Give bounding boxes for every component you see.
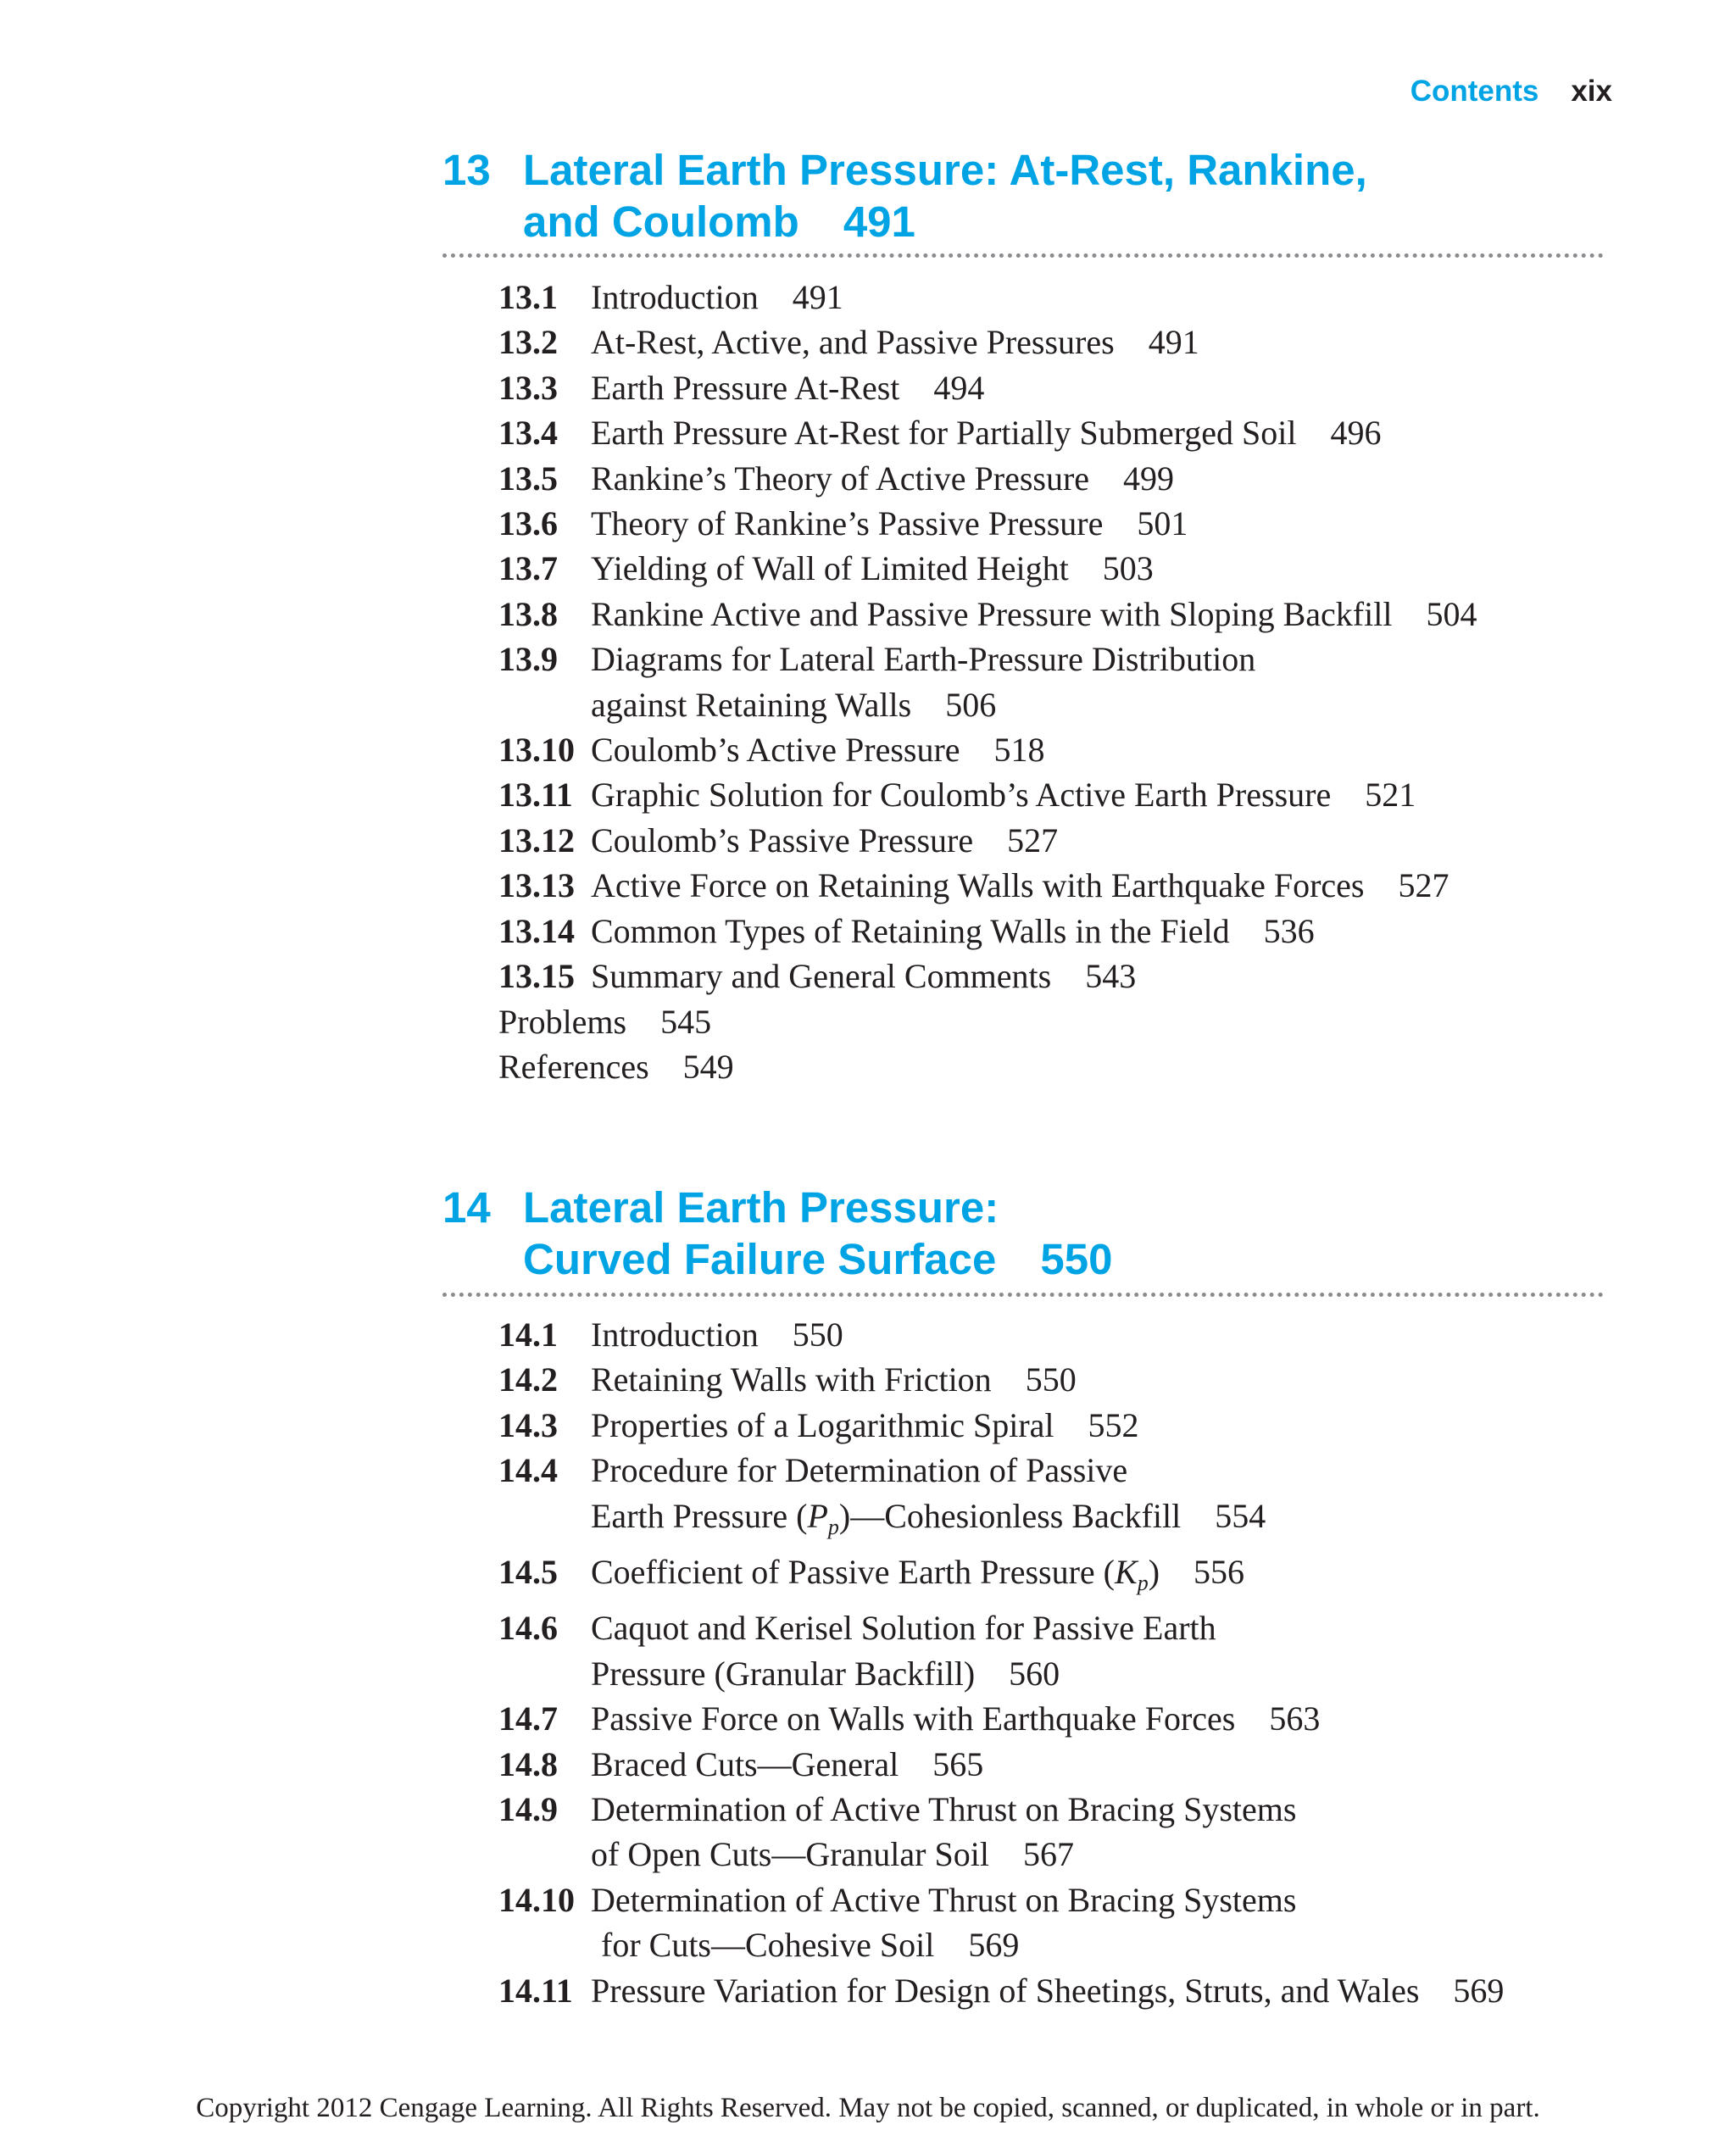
section-number: 14.8 [498,1744,558,1783]
section-number: 13.9 [498,640,558,679]
section-number: 13.6 [498,504,558,543]
section-page: 521 [1365,776,1416,815]
section-number: 13.1 [498,278,558,316]
toc-entry[interactable] [498,1968,1504,2013]
toc-entry[interactable] [498,1357,1504,1402]
toc-entry[interactable] [498,1877,1504,1968]
section-page: 527 [1007,820,1059,859]
section-number: 13.8 [498,594,558,633]
section-number: 13.3 [498,368,558,407]
section-number: 14.9 [498,1790,558,1829]
section-page: 556 [1194,1553,1245,1592]
toc-entry[interactable] [498,592,1477,637]
section-title: Earth Pressure At-Rest for Partially Submerged Soil [591,414,1297,453]
toc-entry[interactable] [498,275,1477,320]
chapter-title [523,144,1625,248]
chapter-page-number: 491 [843,197,915,246]
chapter-title [523,1182,1625,1285]
chapter-number: 13 [442,146,491,194]
section-page: 545 [660,1002,712,1041]
chapter-heading [0,1182,1736,1290]
running-head-section: Contents [1410,75,1539,108]
section-page: 550 [792,1315,843,1354]
section-page: 549 [682,1047,734,1086]
section-number: 14.5 [498,1553,558,1592]
section-number: 14.4 [498,1451,558,1490]
section-title-continued: of Open Cuts—Granular Soil [591,1835,989,1874]
section-number: 13.15 [498,957,575,996]
toc-entry[interactable] [498,1605,1504,1696]
section-list [498,1312,1504,2013]
section-page: 543 [1085,957,1137,996]
section-page: 494 [933,368,985,407]
section-number: 13.12 [498,820,575,859]
section-page: 569 [1453,1971,1505,2010]
copyright-notice: Copyright 2012 Cengage Learning. All Rights Reserved. May not be copied, scanned, or duplicated, in whole or in part. [196,2093,1540,2123]
section-title: Common Types of Retaining Walls in the Field [591,911,1230,950]
section-page: 518 [993,731,1045,770]
section-title: Determination of Active Thrust on Bracing Systems [591,1790,1297,1829]
section-title: Rankine’s Theory of Active Pressure [591,459,1090,498]
section-title-continued: ) [1148,1553,1160,1592]
section-title: Active Force on Retaining Walls with Earthquake Forces [591,866,1365,905]
toc-entry[interactable] [498,637,1477,727]
section-number: 14.10 [498,1880,575,1919]
section-title: Caquot and Kerisel Solution for Passive Earth [591,1609,1216,1648]
toc-entry[interactable] [498,1696,1504,1741]
section-title: Summary and General Comments [591,957,1052,996]
toc-entry-problems[interactable] [498,999,1477,1044]
symbol-variable: K [1115,1553,1138,1592]
toc-entry[interactable] [498,456,1477,501]
chapter-title-line: Curved Failure Surface [523,1235,997,1283]
section-page: 506 [945,685,997,724]
section-title-continued: )—Cohesionless Backfill [838,1496,1182,1535]
section-title: Yielding of Wall of Limited Height [591,549,1069,588]
section-title: Diagrams for Lateral Earth-Pressure Distribution [591,640,1256,679]
section-number: 14.6 [498,1609,558,1648]
section-number: 13.14 [498,911,575,950]
chapter-14 [0,1182,1736,2010]
section-page: 560 [1009,1654,1060,1693]
toc-entry[interactable] [498,1742,1504,1787]
section-title: Procedure for Determination of Passive [591,1451,1128,1490]
section-page: 491 [1148,323,1199,362]
toc-entry[interactable] [498,1787,1504,1877]
toc-entry[interactable] [498,546,1477,591]
section-number: 14.3 [498,1405,558,1444]
section-title: Properties of a Logarithmic Spiral [591,1405,1054,1444]
section-number: 13.5 [498,459,558,498]
section-page: 563 [1269,1699,1321,1738]
section-page: 550 [1025,1360,1077,1399]
section-page: 496 [1330,414,1382,453]
section-title: Pressure Variation for Design of Sheetings, Struts, and Wales [591,1971,1420,2010]
toc-entry[interactable] [498,954,1477,998]
section-title: At-Rest, Active, and Passive Pressures [591,323,1115,362]
section-page: 565 [932,1744,984,1783]
section-title: Graphic Solution for Coulomb’s Active Earth Pressure [591,776,1332,815]
toc-entry[interactable] [498,772,1477,817]
section-page: 527 [1398,866,1449,905]
dotted-rule [442,1293,1604,1297]
toc-entry[interactable] [498,1403,1504,1448]
section-title: Passive Force on Walls with Earthquake Forces [591,1699,1236,1738]
toc-entry-references[interactable] [498,1044,1477,1089]
section-number: 13.10 [498,731,575,770]
chapter-title-line: Lateral Earth Pressure: [523,1183,999,1232]
section-number: 13.13 [498,866,575,905]
symbol-variable: P [807,1496,828,1535]
toc-entry[interactable] [498,1312,1504,1357]
section-number: 13.11 [498,776,573,815]
running-head [1410,75,1612,108]
section-title: Introduction [591,1315,759,1354]
section-page: 567 [1022,1835,1074,1874]
toc-entry[interactable] [498,863,1477,908]
section-number: 14.11 [498,1971,573,2010]
chapter-13 [0,144,1736,1086]
section-title: Braced Cuts—General [591,1744,899,1783]
section-page: 554 [1215,1496,1266,1535]
section-number: 14.1 [498,1315,558,1354]
section-title-continued: Earth Pressure ( [591,1496,808,1535]
section-title: Problems [498,1002,627,1041]
toc-entry[interactable] [498,909,1477,954]
section-title-continued: for Cuts—Cohesive Soil [601,1926,935,1965]
section-number: 13.2 [498,323,558,362]
toc-entry[interactable] [498,1549,1504,1605]
section-page: 503 [1102,549,1154,588]
section-title: Coefficient of Passive Earth Pressure ( [591,1553,1115,1592]
section-page: 504 [1426,594,1477,633]
section-number: 13.7 [498,549,558,588]
section-title: Determination of Active Thrust on Bracing Systems [591,1880,1297,1919]
section-title-continued: Pressure (Granular Backfill) [591,1654,976,1693]
section-page: 499 [1123,459,1175,498]
toc-entry[interactable] [498,727,1477,772]
section-page: 552 [1088,1405,1139,1444]
toc-entry[interactable] [498,410,1477,455]
section-page: 501 [1137,504,1188,543]
chapter-page-number: 550 [1040,1235,1113,1283]
chapter-heading [0,144,1736,253]
toc-entry[interactable] [498,818,1477,863]
toc-entry[interactable] [498,365,1477,410]
section-title: Introduction [591,278,759,316]
section-title: Coulomb’s Passive Pressure [591,820,974,859]
section-page: 491 [792,278,843,316]
section-title: Coulomb’s Active Pressure [591,731,960,770]
section-title: References [498,1047,649,1086]
toc-entry[interactable] [498,320,1477,364]
section-title: Retaining Walls with Friction [591,1360,992,1399]
running-head-page-number: xix [1571,75,1612,108]
section-title: Rankine Active and Passive Pressure with Sloping Backfill [591,594,1393,633]
section-page: 536 [1263,911,1315,950]
dotted-rule [442,253,1604,258]
section-page: 569 [968,1926,1020,1965]
symbol-subscript: p [827,1514,839,1539]
section-title-continued: against Retaining Walls [591,685,912,724]
chapter-number: 14 [442,1183,491,1232]
section-number: 14.2 [498,1360,558,1399]
chapter-title-line: and Coulomb [523,197,799,246]
symbol-subscript: p [1137,1571,1149,1596]
chapter-title-line: Lateral Earth Pressure: At-Rest, Rankine, [523,146,1367,194]
section-number: 13.4 [498,414,558,453]
toc-entry[interactable] [498,501,1477,546]
toc-entry[interactable] [498,1448,1504,1549]
section-title: Earth Pressure At-Rest [591,368,900,407]
section-title: Theory of Rankine’s Passive Pressure [591,504,1104,543]
section-list [498,275,1477,1089]
section-number: 14.7 [498,1699,558,1738]
